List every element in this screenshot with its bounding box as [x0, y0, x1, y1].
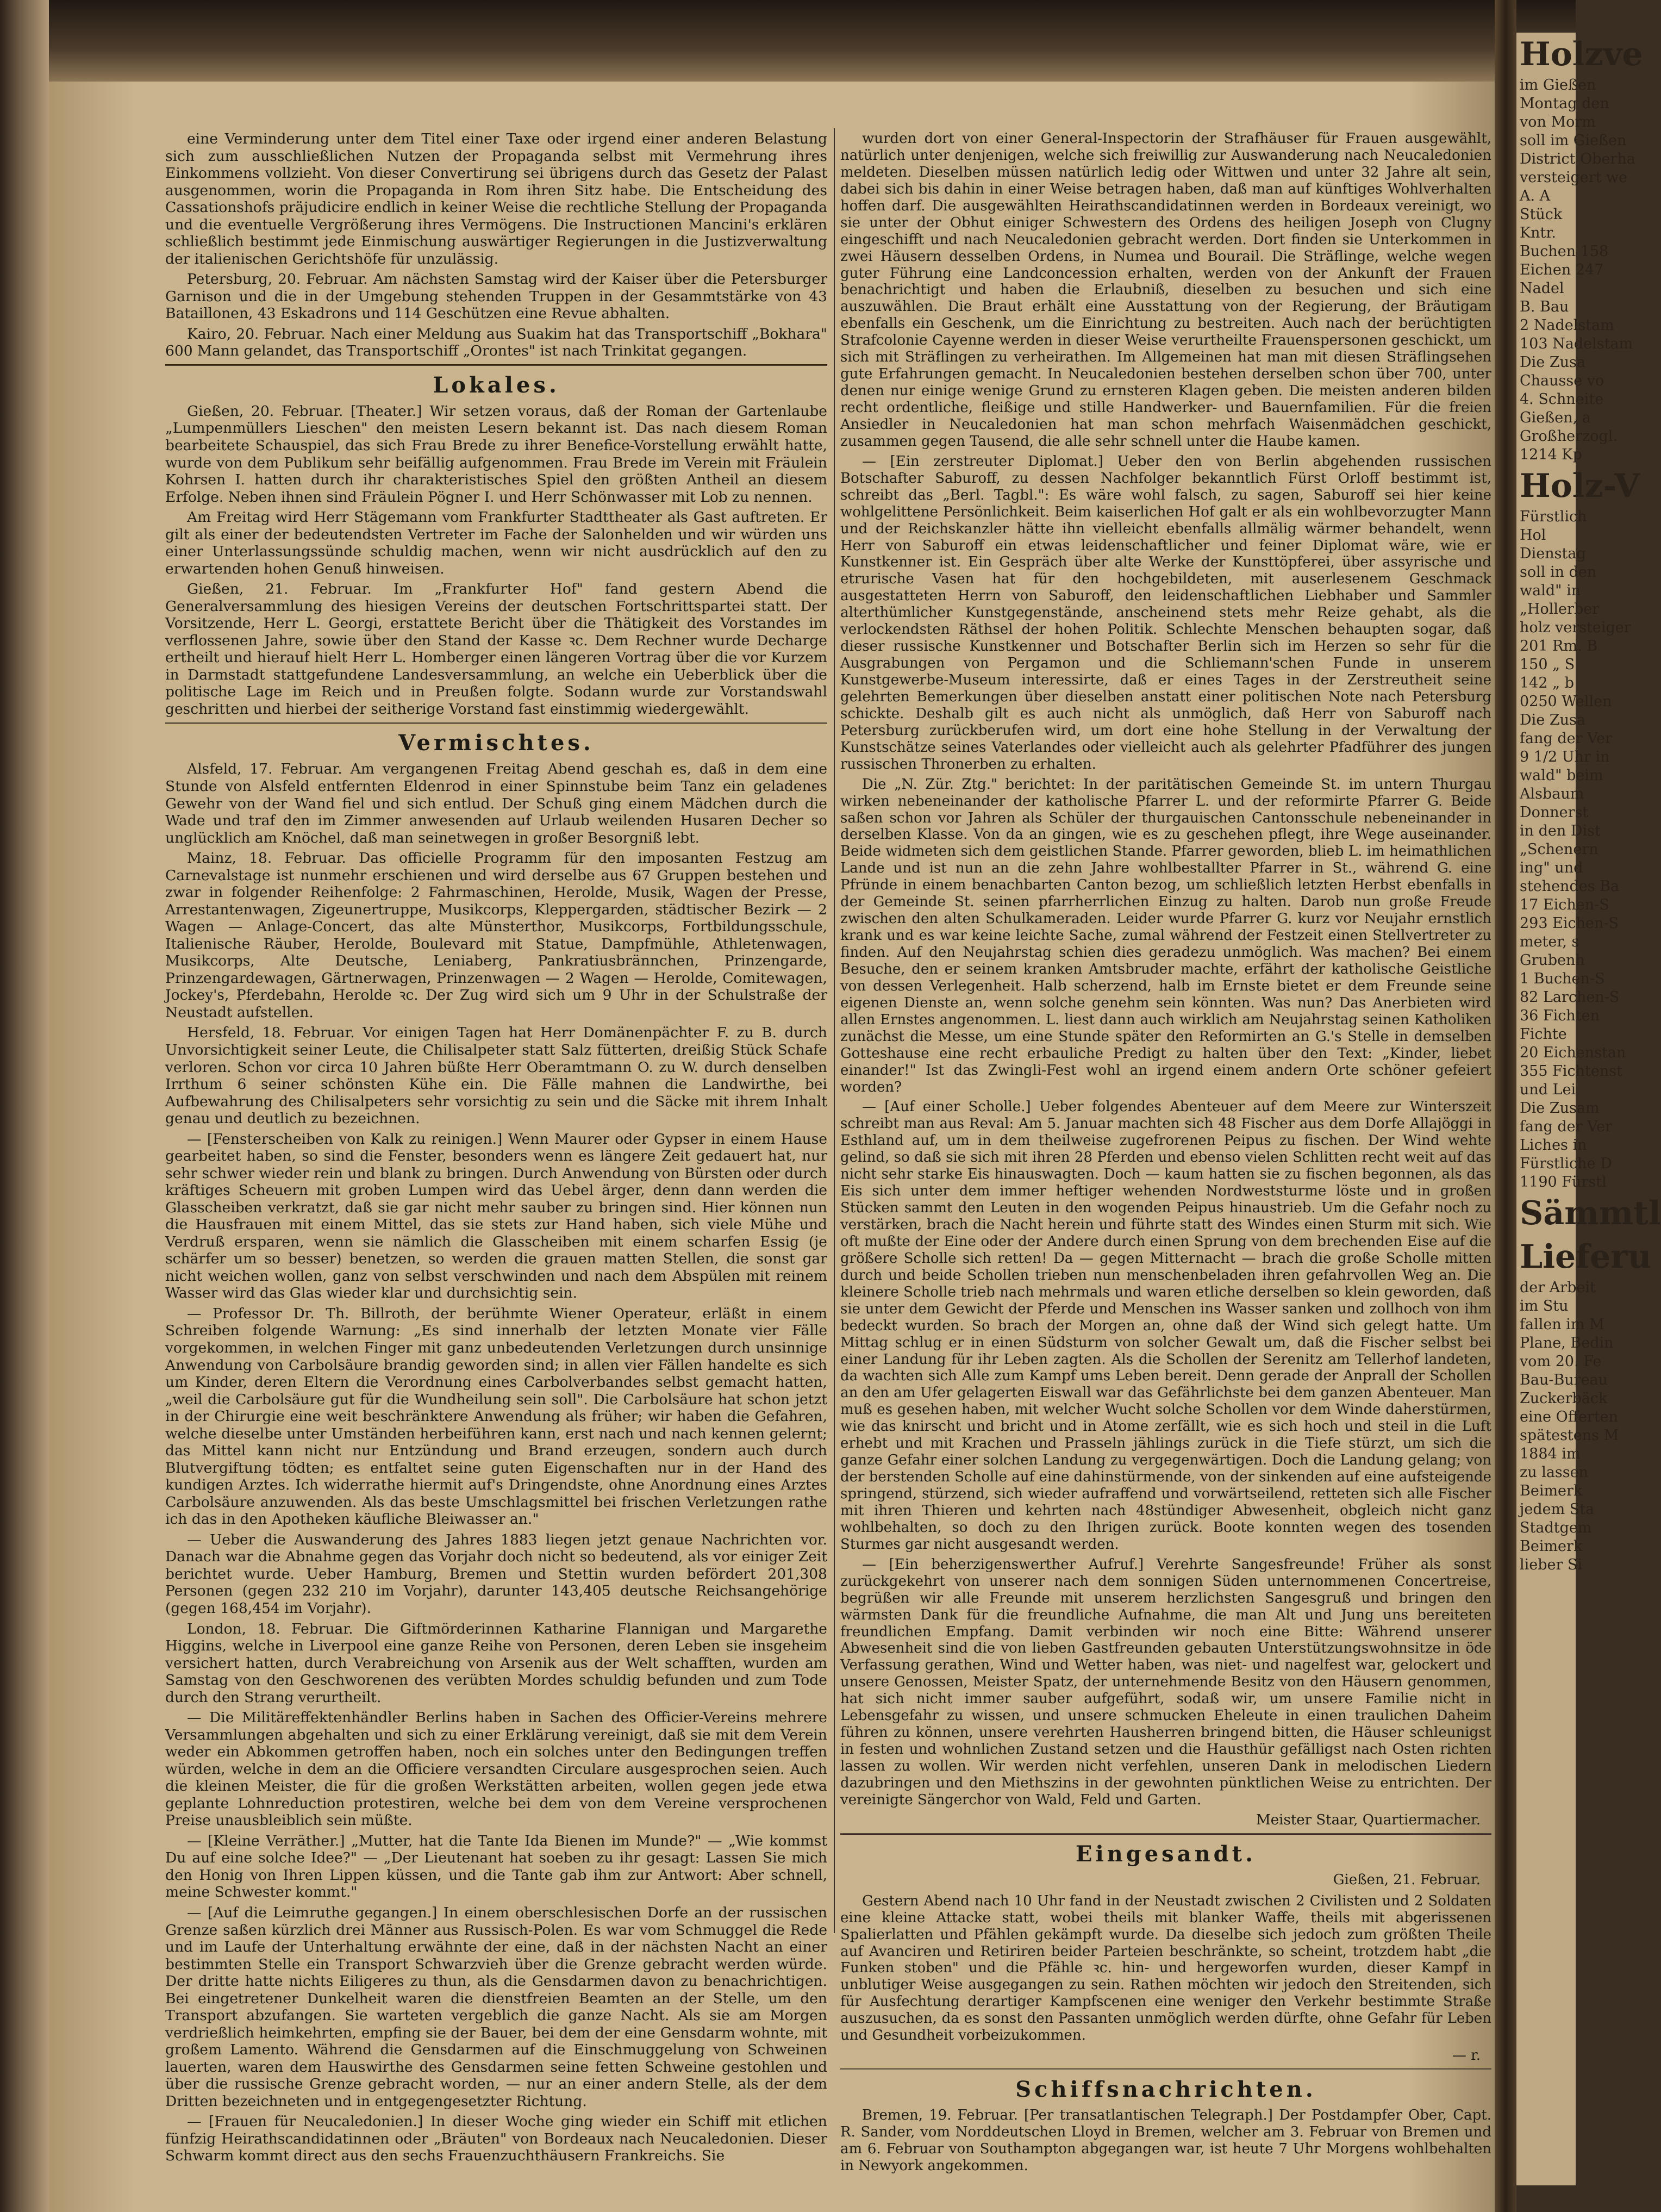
article-paragraph: Gestern Abend nach 10 Uhr fand in der Neustadt zwischen 2 Civilisten und 2 Soldaten eine kleine Attacke statt, wobei theils mit blanker Waffe, theils mit abgerissenen Spalierlatten und Pfählen gekämpft wurde. Da dieselbe sich jedoch zum größten Theile auf Avanciren und Retiriren beider Parteien beschränkte, so scheint, trotzdem habt „die Funken stoben" und die Pfähle ꝛc. hin- und hergeworfen wurden, dieser Kampf in unblutiger Weise ausgegangen zu sein. Rathen möchten wir jedoch den Streitenden, sich für Ausfechtung derartiger Kampfscenen eine weniger den Verkehr bestimmte Straße auszusuchen, da es sonst den Passanten unmöglich werden dürfte, ohne Gefahr für Leben und Gesundheit vorbeizukommen. — [840, 1892, 1491, 2044]
adjacent-page-fragment: versteigert we — [1520, 169, 1628, 186]
adjacent-page-fragment: Holzve — [1520, 35, 1643, 73]
adjacent-page-fragment: Gießen, a — [1520, 409, 1591, 426]
adjacent-page-fragment: Großherzogl. — [1520, 428, 1618, 445]
adjacent-page-fragment: District Oberha — [1520, 151, 1635, 167]
signature: Meister Staar, Quartiermacher. — [1256, 1811, 1481, 1828]
adjacent-page-fragment: Chausse vo — [1520, 372, 1604, 389]
adjacent-page-fragment: Hol — [1520, 527, 1546, 544]
adjacent-page-fragment: eine Offerten — [1520, 1409, 1618, 1425]
adjacent-page-fragment: im Gießen — [1520, 77, 1596, 94]
adjacent-page-fragment: Alsbaum — [1520, 786, 1584, 802]
section-rule — [165, 722, 827, 724]
article-paragraph: Gießen, 21. Februar. Im „Frankfurter Hof" fand gestern Abend die Generalversammlung des hiesigen Vereins der deutschen Fortschrittspartei statt. Der Vorsitzende, Herr L. Georgi, erstattete Bericht über die Thätigkeit des Vorstandes im verflossenen Jahre, sowie über den Stand der Kasse ꝛc. Dem Rechner wurde Decharge ertheilt und hierauf hielt Herr L. Homberger einen längeren Vortrag über die vor Kurzem in Darmstadt stattgefundene Landesversammlung, an welche ein Ueberblick über die politische Lage im Reich und in Preußen folgte. Sodann wurde zur Vorstandswahl geschritten und hierbei der seitherige Vorstand fast einstimmig wiedergewählt. — [165, 581, 827, 718]
adjacent-page-fragment: Kntr. — [1520, 225, 1556, 241]
adjacent-page-fragment: 82 Larchen-S — [1520, 989, 1620, 1006]
adjacent-page-fragment: lieber Si — [1520, 1556, 1583, 1573]
adjacent-page-fragment: im Stu — [1520, 1298, 1569, 1314]
article-paragraph: Petersburg, 20. Februar. Am nächsten Samstag wird der Kaiser über die Petersburger Garnison und die in der Umgebung stehenden Truppen in der Gesammtstärke von 43 Bataillonen, 43 Eskadrons und 114 Geschützen eine Revue abhalten. — [165, 271, 827, 322]
article-paragraph: — [Frauen für Neucaledonien.] In dieser Woche ging wieder ein Schiff mit etlichen fünfzig Heirathscandidatinnen oder „Bräuten" von Bordeaux nach Neucaledonien. Dieser Schwarm kommt direct aus den sechs Frauenzuchthäusern Frankreichs. Sie — [165, 2113, 827, 2165]
adjacent-page-fragment: Die Zusa — [1520, 712, 1585, 728]
article-paragraph: Kairo, 20. Februar. Nach einer Meldung aus Suakim hat das Transportschiff „Bokhara" 600 Mann gelandet, das Transportschiff „Orontes" ist nach Trinkitat gegangen. — [165, 325, 827, 360]
adjacent-page-fragment: A. A — [1520, 188, 1551, 204]
adjacent-page-fragment: soll im Gießen — [1520, 132, 1627, 149]
article-paragraph: — [Kleine Verräther.] „Mutter, hat die Tante Ida Bienen im Munde?" — „Wie kommst Du auf eine solche Idee?" — „Der Lieutenant hat soeben zu ihr gesagt: Lassen Sie mich den Honig von Ihren Lippen küssen, und die Tante gab ihm zur Antwort: Aber schnell, meine Schwester kommt." — [165, 1832, 827, 1901]
article-paragraph: Gießen, 20. Februar. [Theater.] Wir setzen voraus, daß der Roman der Gartenlaube „Lumpenmüllers Lieschen" den meisten Lesern bekannt ist. Das nach diesem Roman bearbeitete Schauspiel, das sich Frau Brede zu ihrer Benefice-Vorstellung erwählt hatte, wurde von dem Publikum sehr beifällig aufgenommen. Frau Brede im Verein mit Fräulein Kohrsen I. hatten durch ihr charakteristisches Spiel den größten Antheil an diesem Erfolge. Neben ihnen sind Fräulein Pögner I. und Herr Schönwasser mit Lob zu nennen. — [165, 402, 827, 506]
adjacent-page-fragment: 36 Fichten — [1520, 1007, 1600, 1024]
article-paragraph: — [Auf die Leimruthe gegangen.] In einem oberschlesischen Dorfe an der russischen Grenze saßen kürzlich drei Männer aus Russisch-Polen. Es war vom Schmuggel die Rede und im Laufe der Unterhaltung erwähnte der eine, daß in der nächsten Nacht an einer bestimmten Stelle ein Transport Schwarzvieh über die Grenze gebracht werden würde. Der dritte hatte nichts Eiligeres zu thun, als die Gensdarmen davon zu benachrichtigen. Bei eingetretener Dunkelheit waren die dienstfreien Beamten an der Stelle, um den Transport abzufangen. Sie warteten vergeblich die ganze Nacht. Als sie am Morgen verdrießlich heimkehrten, empfing sie der Bauer, bei dem der eine Gensdarm wohnte, mit großem Lamento. Während die Gensdarmen auf die Einschmuggelung von Schweinen lauerten, waren dem Hauswirthe des Gensdarmen seine fetten Schweine gestohlen und über die russische Grenze gebracht worden, — nur an einer andern Stelle, als der dem Dritten bezeichneten und in entgegengesetzter Richtung. — [165, 1904, 827, 2110]
article-paragraph: — Die Militäreffektenhändler Berlins haben in Sachen des Officier-Vereins mehrere Versammlungen abgehalten und sich zu einer Erklärung vereinigt, daß sie mit dem Verein weder ein Abkommen getroffen haben, noch ein solches unter den Bedingungen treffen würden, welche in dem an die Officiere versandten Circulare ausgesprochen seien. Auch die kleinen Meister, die für die großen Werkstätten arbeiten, wollen gegen jede etwa geplante Lohnreduction protestiren, welche bei dem von dem Vereine versprochenen Preise unausbleiblich sein müßte. — [165, 1709, 827, 1829]
adjacent-page-fragment: Stück — [1520, 206, 1563, 223]
adjacent-page-fragment: Grubenh — [1520, 952, 1585, 969]
adjacent-page-fragment: Sämmtl — [1520, 1194, 1661, 1232]
adjacent-page-fragment: Dienstag — [1520, 545, 1586, 562]
article-paragraph: London, 18. Februar. Die Giftmörderinnen Katharine Flannigan und Margarethe Higgins, welche in Liverpool eine ganze Reihe von Personen, deren Leben sie insgeheim versichert hatten, durch Verabreichung von Arsenik aus der Welt schafften, wurden am Samstag von den Geschworenen des verübten Mordes schuldig befunden und zum Tode durch den Strang verurtheilt. — [165, 1620, 827, 1706]
adjacent-page-fragment: zu lassen — [1520, 1464, 1589, 1481]
section-heading-schiffsnachrichten: Schiffsnachrichten. — [1015, 2077, 1316, 2103]
adjacent-page-fragment: Fichte — [1520, 1026, 1567, 1043]
right-column — [840, 130, 1491, 2178]
adjacent-page-fragment: Beimerk — [1520, 1538, 1583, 1555]
article-paragraph: wurden dort von einer General-Inspectorin der Strafhäuser für Frauen ausgewählt, natürlich unter denjenigen, welche sich freiwillig zur Auswanderung nach Neucaledonien meldeten. Dieselben müssen natürlich ledig oder Wittwen und unter 32 Jahre alt sein, dabei sich bis dahin in einer Weise betragen haben, daß man auf künftiges Wohlverhalten hoffen darf. Die ausgewählten Heirathscandidatinnen werden in Bordeaux vereinigt, wo sie unter der Obhut einiger Schwestern des Ordens des heiligen Joseph von Clugny eingeschifft und nach Neucaledonien gebracht werden. Dort finden sie Unterkommen in zwei Häusern desselben Ordens, in Numea und Bourail. Die Sträflinge, welche wegen guter Führung eine Landconcession erhalten, werden von der Ankunft der Frauen benachrichtigt und haben die Erlaubniß, dieselben zu besuchen und sich eine auszuwählen. Die Braut erhält eine Ausstattung von der Regierung, der Bräutigam ebenfalls ein Geschenk, um die Einrichtung zu bestreiten. Auch nach der berüchtigten Strafcolonie Cayenne werden in dieser Weise verurtheilte Frauenspersonen geschickt, um sich mit Sträflingen zu verheirathen. Im Allgemeinen hat man mit diesen Sträflingsehen gute Erfahrungen gemacht. In Neucaledonien bestehen derselben schon über 700, unter denen nur einige wenige Grund zu ernsteren Klagen geben. Die meisten anderen bilden recht ordentliche, fleißige und stille Handwerker- und Bauernfamilien. Für die freien Ansiedler in Neucaledonien hat man schon mehrfach Waisenmädchen geschickt, zusammen gegen Tausend, die alle sehr schnell unter die Haube kamen. — [840, 130, 1491, 450]
left-column — [165, 130, 827, 2168]
adjacent-page-fragment: 2 Nadelstam — [1520, 317, 1614, 334]
article-paragraph: Alsfeld, 17. Februar. Am vergangenen Freitag Abend geschah es, daß in dem eine Stunde von Alsfeld entfernten Eldenrod in einer Spinnstube beim Tanz ein geladenes Gewehr von der Wand fiel und sich entlud. Der Schuß ging einem Mädchen durch die Wade und traf den im Zimmer anwesenden auf Urlaub weilenden Husaren Decher so unglücklich am Knöchel, daß man seinetwegen in großer Besorgniß lebt. — [165, 761, 827, 846]
adjacent-page-fragment: 293 Eichen-S — [1520, 915, 1619, 932]
adjacent-page-fragment: ing" und — [1520, 859, 1583, 876]
adjacent-page-fragment: Die Zusam — [1520, 1100, 1600, 1117]
adjacent-page-fragment: Fürstlich — [1520, 508, 1587, 525]
adjacent-page-fragment: Eichen 247 — [1520, 261, 1604, 278]
adjacent-page-fragment: 20 Eichenstan — [1520, 1044, 1626, 1061]
signature: — r. — [1452, 2047, 1481, 2064]
adjacent-page-fragment: B. Bau — [1520, 298, 1569, 315]
adjacent-page-fragment: Stadtgem — [1520, 1519, 1592, 1536]
article-paragraph: — [Fensterscheiben von Kalk zu reinigen.] Wenn Maurer oder Gypser in einem Hause gearbeitet haben, so sind die Fenster, besonders wenn es längere Zeit gedauert hat, nur sehr schwer wieder rein und blank zu bringen. Durch Anwendung von Bürsten oder durch kräftiges Scheuern mit groben Lumpen wird das Uebel ärger, denn dann werden die Glasscheiben verkratzt, daß sie gar nicht mehr sauber zu bringen sind. Hier können nun die Hausfrauen mit einem Mittel, das sie stets zur Hand haben, sich viele Mühe und Verdruß ersparen, wenn sie nämlich die Glasscheiben mit einem scharfen Essig (je schärfer um so besser) benetzen, so werden die grauen matten Stellen, die sonst gar nicht weichen wollen, ganz von selbst verschwinden und nach dem Abspülen mit reinem Wasser wird das Glas wieder klar und durchsichtig sein. — [165, 1130, 827, 1302]
section-heading-eingesandt: Eingesandt. — [1075, 1841, 1257, 1867]
adjacent-page-fragment: 17 Eichen-S — [1520, 896, 1609, 913]
adjacent-page-fragment: 142 „ b — [1520, 675, 1574, 691]
article-paragraph: eine Verminderung unter dem Titel einer Taxe oder irgend einer anderen Belastung sich zum ausschließlichen Nutzen der Propaganda selbst mit Vermehrung ihres Einkommens vollzieht. Von dieser Convertirung sei übrigens durch das Gesetz der Palast ausgenommen, worin die Propaganda in Rom ihren Sitz habe. Die Entscheidung des Cassationshofs präjudicire endlich in keiner Weise die rechtliche Stellung der Propaganda und die eventuelle Vergrößerung ihres Vermögens. Die Instructionen Mancini's erklären schließlich bestimmt jede Einmischung auswärtiger Regierungen in die Justizverwaltung der italienischen Gerichtshöfe für unzulässig. — [165, 130, 827, 267]
adjacent-page-fragment: 1190 Fürstl — [1520, 1174, 1607, 1191]
vermischtes-articles — [165, 761, 827, 2165]
adjacent-page-fragment: 1884 im — [1520, 1445, 1581, 1462]
article-paragraph: Hersfeld, 18. Februar. Vor einigen Tagen hat Herr Domänenpächter F. zu B. durch Unvorsichtigkeit seiner Leute, die Chilisalpeter statt Salz fütterten, dreißig Stück Schafe verloren. Schon vor circa 10 Jahren büßte Herr Oberamtmann O. zu W. durch denselben Irrthum 6 seiner schönsten Kühe ein. Die Fälle mahnen die Landwirthe, bei Aufbewahrung des Chilisalpeters sehr vorsichtig zu sein und die Säcke mit ihrem Inhalt genau und deutlich zu bezeichnen. — [165, 1024, 827, 1127]
article-paragraph: — [Ein beherzigenswerther Aufruf.] Verehrte Sangesfreunde! Früher als sonst zurückgekehrt von unserer nach dem sonnigen Süden unternommenen Concertreise, begrüßen wir alle Freunde mit unserem herzlichsten Sangesgruß und bringen den wärmsten Dank für die freundliche Aufnahme, die man Alt und Jung uns bereiteten freundlichen Empfang. Damit verbinden wir noch eine Bitte: Während unserer Abwesenheit sind die von lieben Gastfreunden gebauten Unterstützungswohnsitze in öde Verfassung gerathen, Wind und Wetter haben, was niet- und nagelfest war, gelockert und unsere Genossen, Meister Spatz, der unternehmende Besitz von den Häusern genommen, hat sich nicht immer sauber aufgeführt, sodaß wir, um unsere Familie nicht in Lebensgefahr zu wissen, und unsere schmucken Eheleute in einen traulichen Daheim führen zu können, unsere verehrten Hausherren bringend bitten, die Häuser schleunigst in festen und wohnlichen Zustand setzen und die Hausthür gefälligst nach Osten richten lassen zu wollen. Wir werden nicht verfehlen, unseren Dank in melodischen Liedern dazubringen und den Miethszins in der gewohnten pünktlichen Weise zu entrichten. Der vereinigte Sängerchor von Wald, Feld und Garten. — [840, 1556, 1491, 1808]
article-paragraph: — [Ein zerstreuter Diplomat.] Ueber den von Berlin abgehenden russischen Botschafter Saburoff, zu dessen Nachfolger bekanntlich Fürst Orloff bestimmt ist, schreibt das „Berl. Tagbl.": Es wäre wohl falsch, zu sagen, Saburoff sei hier keine wohlgelittene Persönlichkeit. Beim kaiserlichen Hof galt er als ein wohlbevorzugter Mann und der Reichskanzler hätte ihn vielleicht ebenfalls allmälig wärmer behandelt, wenn Herr von Saburoff ein etwas leidenschaftlicher und feiner Diplomat wäre, wie er Kunstkenner ist. Ein Gespräch über alte Werke der Kunsttöpferei, über assyrische und etrurische Vasen hat für den hochgebildeten, mit auserlesenem Geschmack ausgestatteten Herrn von Saburoff, den leidenschaftlichen Liebhaber und Sammler alterthümlicher Kunstgegenstände, anscheinend stets mehr Reize gehabt, als die verlockendsten Räthsel der hohen Politik. Schlechte Menschen behaupten sogar, daß dieser russische Kunstkenner und Botschafter Berlin sich im Herzen so sehr für die Ausgrabungen von Pergamon und die Schliemann'schen Funde in unserem Kunstgewerbe-Museum interessirte, daß er eines Tages in der Zerstreutheit seine gelehrten Bemerkungen über dieselben anstatt einer politischen Note nach Petersburg schickte. Deshalb gilt es auch nicht als unmöglich, daß Herr von Saburoff nach Petersburg zurückberufen wird, um dort eine hohe Stellung in der Verwaltung der Kunstschätze seines Vaterlandes oder vielleicht auch als gelehrter Pfadführer des jungen russischen Thronerben zu erhalten. — [840, 453, 1491, 772]
right-column-articles — [840, 130, 1491, 1809]
adjacent-page-fragment: 9 1/2 Uhr in — [1520, 749, 1610, 765]
section-rule — [840, 1833, 1491, 1835]
adjacent-page-fragment: 4. Schneite — [1520, 391, 1604, 408]
article-paragraph: Am Freitag wird Herr Stägemann vom Frankfurter Stadttheater als Gast auftreten. Er gilt als einer der bedeutendsten Vertreter im Fache der Salonhelden und wir würden uns einer Unterlassungssünde schuldig machen, wenn wir nicht ausdrücklich auf den zu erwartenden hohen Genuß hinweisen. — [165, 509, 827, 577]
adjacent-page-fragment: 355 Fichtenst — [1520, 1063, 1622, 1080]
adjacent-page-fragment: fang der Ver — [1520, 1118, 1613, 1135]
adjacent-page-fragment: spätestens M — [1520, 1427, 1619, 1444]
adjacent-page-fragment: Nadel — [1520, 280, 1564, 297]
dateline: Gießen, 21. Februar. — [1333, 1871, 1481, 1888]
article-paragraph: — Professor Dr. Th. Billroth, der berühmte Wiener Operateur, erläßt in einem Schreiben folgende Warnung: „Es sind innerhalb der letzten Monate vier Fälle vorgekommen, in welchen Finger mit ganz unbedeutenden Verletzungen durch unsinnige Anwendung von Carbolsäure brandig geworden sind; in allen vier Fällen handelte es sich um Kinder, deren Eltern die Verordnung eines Carbolverbandes selbst gemacht hatten, „weil die Carbolsäure gut für die Wundheilung sein soll". Die Carbolsäure hat schon jetzt in der Chirurgie eine weit beschränktere Anwendung als früher; wir haben die Gefahren, welche dieselbe unter Umständen herbeiführen kann, erst nach und nach kennen gelernt; das Mittel kann nicht nur Entzündung und Brand erzeugen, sondern auch durch Blutvergiftung tödten; es entfaltet seine guten Eigenschaften nur in der Hand des kundigen Arztes. Ich widerrathe hiermit auf's Dringendste, ohne Anordnung eines Arztes Carbolsäure anzuwenden. Als das beste Umschlagsmittel bei frischen Verletzungen rathe ich das in den Apotheken käufliche Bleiwasser an." — [165, 1305, 827, 1528]
book-left-edge — [0, 0, 49, 2212]
adjacent-page-fragment: 1214 Kp — [1520, 446, 1582, 463]
adjacent-page-fragment: fallen im M — [1520, 1316, 1604, 1333]
adjacent-page-fragment: „Schenern — [1520, 841, 1598, 858]
adjacent-page-fragment: Lieferu — [1520, 1238, 1652, 1276]
adjacent-page-fragment: Buchen 158 — [1520, 243, 1609, 260]
section-rule — [840, 2068, 1491, 2070]
adjacent-page-fragment: 201 Rm. B — [1520, 638, 1598, 655]
adjacent-page-fragment: Beimerk — [1520, 1482, 1583, 1499]
adjacent-page-fragment: fang der Ver — [1520, 730, 1613, 747]
adjacent-page-fragment: von Morm — [1520, 114, 1596, 130]
adjacent-page-strip — [1516, 33, 1661, 2185]
adjacent-page-fragment: vom 20. Fe — [1520, 1353, 1602, 1370]
adjacent-page-fragment: Holz-V — [1520, 467, 1640, 505]
adjacent-page-fragment: soll in den — [1520, 564, 1597, 581]
section-heading-lokales: Lokales. — [433, 372, 560, 398]
adjacent-page-fragment: in den Dist — [1520, 823, 1601, 839]
column-divider — [834, 128, 835, 1933]
adjacent-page-fragment: Montag den — [1520, 95, 1609, 112]
adjacent-page-fragment: Bau-Bureau — [1520, 1372, 1608, 1388]
adjacent-page-fragment: 1 Buchen-S — [1520, 970, 1605, 987]
article-paragraph: Bremen, 19. Februar. [Per transatlantischen Telegraph.] Der Postdampfer Ober, Capt. R. Sander, vom Norddeutschen Lloyd in Bremen, welcher am 3. Februar von Bremen und am 6. Februar von Southampton abgegangen war, ist heute 7 Uhr Morgens wohlbehalten in Newyork angekommen. — [840, 2107, 1491, 2174]
adjacent-page-fragment: stehendes Ba — [1520, 878, 1620, 895]
adjacent-page-fragment: jedem Sta — [1520, 1501, 1595, 1518]
section-rule — [165, 364, 827, 366]
adjacent-page-fragment: „Hollerber — [1520, 601, 1600, 618]
adjacent-page-fragment: 103 Nadelstam — [1520, 335, 1633, 352]
adjacent-page-fragment: Donnerst — [1520, 804, 1589, 821]
adjacent-page-fragment: wald" in — [1520, 582, 1581, 599]
article-paragraph: — [Auf einer Scholle.] Ueber folgendes Abenteuer auf dem Meere zur Winterszeit schreibt man aus Reval: Am 5. Januar machten sich 48 Fischer aus dem Dorfe Allajöggi in Esthland auf, um in dem theilweise zugefrorenen Peipus zu fischen. Der Wind wehte gelind, so daß sie sich mit ihren 28 Pferden und ebenso vielen Schlitten recht weit auf das nicht sehr starke Eis hinauswagten. Doch — kaum hatten sie zu fischen begonnen, als das Eis sich unter dem immer heftiger wehenden Nordweststurme löste und in großen Stücken sammt den Leuten in den wogenden Peipus hinaustrieb. Um die Gefahr noch zu verstärken, brach die Nacht herein und führte statt des Windes einen Sturm mit sich. Wie oft mußte der Eine oder der Andere durch einen Sprung von dem brechenden Eise auf die größere Scholle sich retten! Da — gegen Mitternacht — brach die große Scholle mitten durch und beide Schollen trieben nun menschenbeladen ihren gefahrvollen Weg an. Die kleinere Scholle trieb nach mehrmals und waren etliche derselben so klein geworden, daß sie unter dem Gewicht der Pferde und Menschen ins Wasser sanken und zollhoch von ihm bedeckt wurden. So brach der Morgen an, ohne daß der Wind sich gelegt hatte. Um Mittag schlug er in einen Südsturm von solcher Gewalt um, daß die Fischer selbst bei einer Landung für ihr Leben zagten. Als die Schollen der Serenitz am Tellerhof landeten, da wachten sich Alle zum Kampf ums Leben bereit. Denn gerade der Anprall der Schollen an den am Ufer gelagerten Eiswall war das Gefährlichste bei dem ganzen Abenteuer. Man muß es gesehen haben, mit welcher Wucht solche Schollen vor dem Winde daherstürmen, wie das knirscht und bricht und in Atome zerfällt, wie es sich hoch und steil in die Luft erhebt und mit Krachen und Prasseln jählings zurück in die Tiefe stürzt, um sich die ganze Gefahr einer solchen Landung zu vergegenwärtigen. Doch die Landung gelang; von der berstenden Scholle auf eine dahinstürmende, von der sinkenden auf eine aufsteigende springend, stürzend, sich wieder aufraffend und vorwärtseilend, retteten sich alle Fischer mit ihren Thieren und kehrten nach 48stündiger Abwesenheit, obgleich nicht ganz wohlbehalten, so doch zu den Ihrigen zurück. Boote konnten wegen des tosenden Sturmes gar nicht ausgesandt werden. — [840, 1099, 1491, 1553]
adjacent-page-fragment: 0250 Wellen — [1520, 693, 1612, 710]
adjacent-page-fragment: wald" beim — [1520, 767, 1603, 784]
article-paragraph: — Ueber die Auswanderung des Jahres 1883 liegen jetzt genaue Nachrichten vor. Danach war die Abnahme gegen das Vorjahr doch nicht so bedeutend, als vor einiger Zeit berichtet wurde. Ueber Hamburg, Bremen und Stettin wurden befördert 201,308 Personen (gegen 232 210 im Vorjahr), darunter 143,405 deutsche Reichsangehörige (gegen 168,454 im Vorjahr). — [165, 1531, 827, 1617]
adjacent-page-fragment: holz versteiger — [1520, 619, 1631, 636]
adjacent-page-fragment: Zuckerbäck — [1520, 1390, 1608, 1407]
article-paragraph: Mainz, 18. Februar. Das officielle Programm für den imposanten Festzug am Carnevalstage ist nunmehr erschienen und wird derselbe aus 67 Gruppen bestehen und zwar in folgender Reihenfolge: 2 Fahrmaschinen, Herolde, Musik, Wagen der Presse, Arrestantenwagen, Zigeunertruppe, Musikcorps, Kleppergarden, städtischer Bezirk — 2 Wagen — Anlage-Concert, das alte Münsterthor, Musikcorps, Fortbildungsschule, Italienische Räuber, Herolde, Boulevard mit Statue, Dampfmühle, Athletenwagen, Musikcorps, Alte Deutsche, Leniaberg, Pankratiusbrännchen, Prinzengarde, Prinzengardewagen, Gärtnerwagen, Prinzenwagen — 2 Wagen — Herolde, Comitewagen, Jockey's, Pferdebahn, Herolde ꝛc. Der Zug wird sich um 9 Uhr in der Schulstraße der Neustadt aufstellen. — [165, 850, 827, 1021]
adjacent-page-fragment: Fürstliche D — [1520, 1155, 1612, 1172]
article-paragraph: Die „N. Zür. Ztg." berichtet: In der paritätischen Gemeinde St. im untern Thurgau wirken nebeneinander der katholische Pfarrer L. und der reformirte Pfarrer G. Beide saßen schon vor Jahren als Schüler der thurgauischen Cantonsschule nebeneinander in derselben Klasse. Von da an gingen, wie es zu geschehen pflegt, ihre Wege auseinander. Beide widmeten sich dem geistlichen Stande. Pfarrer geworden, blieb L. im heimathlichen Lande und ist nun an die zehn Jahre wohlbestallter Pfarrer in St., während G. eine Pfründe in einem benachbarten Canton bezog, um schließlich letzten Herbst ebenfalls in der Gemeinde St. seinen pfarrherrlichen Einzug zu halten. Darob nun große Freude zwischen den alten Schulkameraden. Leider wurde Pfarrer G. kurz vor Neujahr ernstlich krank und es war keine leichte Sache, zumal während der Festzeit einen Stellvertreter zu finden. Auf den Neujahrstag schien dies geradezu unmöglich. Was machen? Bei einem Besuche, den er seinem kranken Amtsbruder machte, erfährt der katholische Geistliche von dessen Verlegenheit. Halb scherzend, halb im Ernste bietet er dem Freunde seine eigenen Dienste an, wenn solche genehm sein könnten. Was nun? Das Anerbieten wird allen Ernstes angenommen. L. liest dann auch wirklich am Neujahrstag seinen Katholiken zunächst die Messe, um eine Stunde später den Reformirten an G.'s Stelle in demselben Gotteshause eine recht erbauliche Predigt zu halten über den Text: „Kinder, liebet einander!" Ist das Zwingli-Fest wohl an irgend einem andern Orte schöner gefeiert worden? — [840, 776, 1491, 1095]
section-heading-vermischtes: Vermischtes. — [398, 730, 594, 756]
adjacent-page-fragment: der Arbeit — [1520, 1279, 1596, 1296]
adjacent-page-fragment: meter, s — [1520, 933, 1579, 950]
binding-gutter — [1495, 0, 1516, 2212]
adjacent-page-fragment: 150 „ S — [1520, 656, 1575, 673]
adjacent-page-fragment: Die Zusa — [1520, 354, 1585, 371]
adjacent-page-fragment: und Lei — [1520, 1081, 1576, 1098]
adjacent-page-fragment: Liches in — [1520, 1137, 1587, 1154]
adjacent-page-fragment: Plane, Bedin — [1520, 1335, 1614, 1351]
